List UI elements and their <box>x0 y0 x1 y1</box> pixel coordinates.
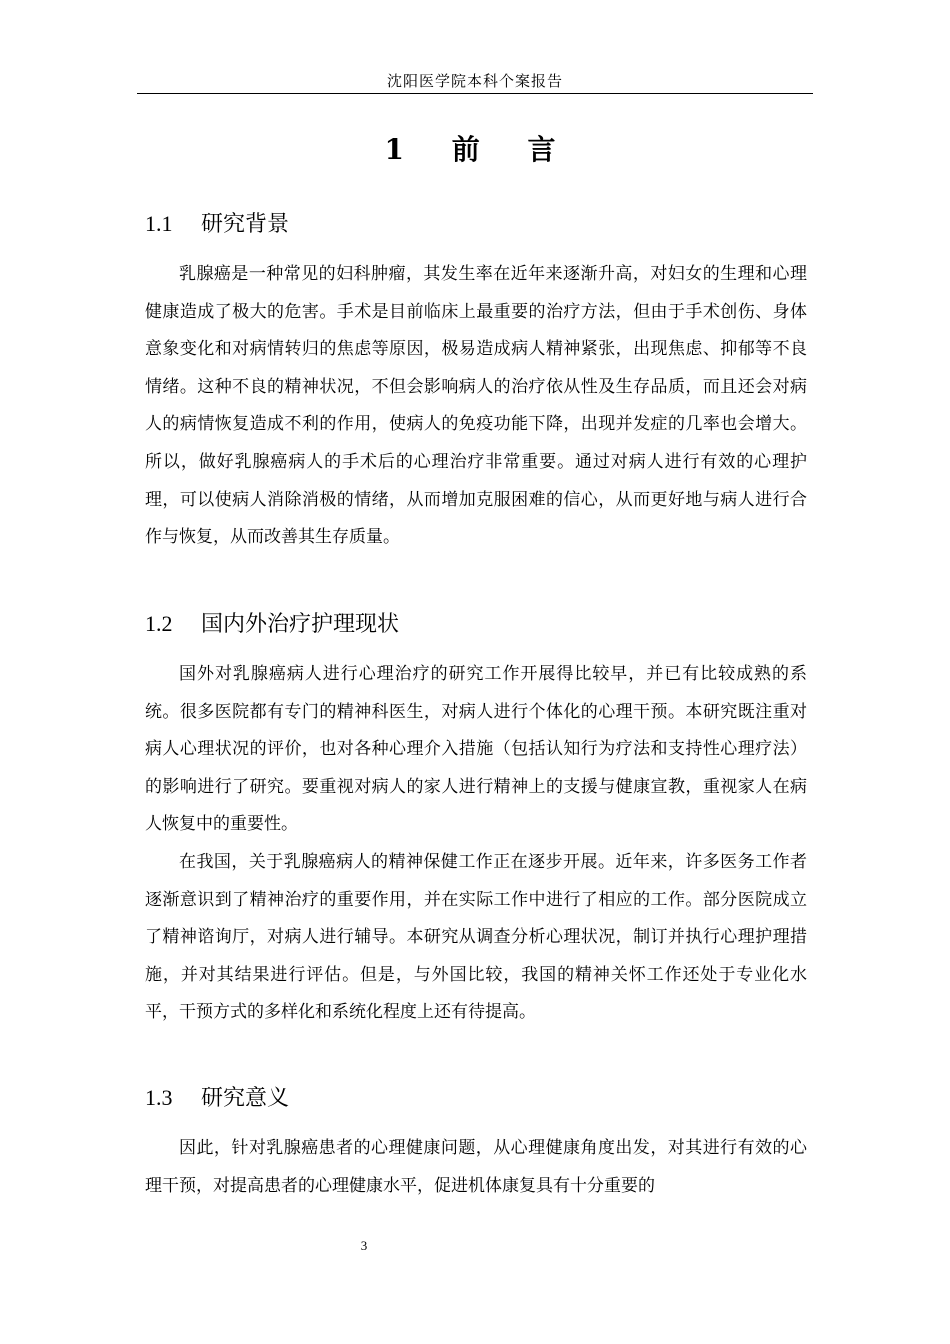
paragraph: 乳腺癌是一种常见的妇科肿瘤，其发生率在近年来逐渐升高，对妇女的生理和心理健康造成了极大的危害。手术是目前临床上最重要的治疗方法，但由于手术创伤、身体意象变化和对病情转归的焦虑等原因，极易造成病人精神紧张，出现焦虑、抑郁等不良情绪。这种不良的精神状况，不但会影响病人的治疗依从性及生存品质，而且还会对病人的病情恢复造成不利的作用，使病人的免疫功能下降，出现并发症的几率也会增大。所以，做好乳腺癌病人的手术后的心理治疗非常重要。通过对病人进行有效的心理护理，可以使病人消除消极的情绪，从而增加克服困难的信心，从而更好地与病人进行合作与恢复，从而改善其生存质量。 <box>145 264 807 548</box>
chapter-title: 1 前 言 <box>384 133 566 166</box>
section-heading-1-3 <box>145 1083 289 1114</box>
section-number: 1.1 <box>145 211 173 236</box>
section-title: 研究意义 <box>201 1086 290 1111</box>
section-number: 1.3 <box>145 1085 173 1110</box>
paragraph: 在我国，关于乳腺癌病人的精神保健工作正在逐步开展。近年来，许多医务工作者逐渐意识到了精神治疗的重要作用，并在实际工作中进行了相应的工作。部分医院成立了精神谘询厅，对病人进行辅导。本研究从调查分析心理状况，制订并执行心理护理措施，并对其结果进行评估。但是，与外国比较，我国的精神关怀工作还处于专业化水平，干预方式的多样化和系统化程度上还有待提高。 <box>145 852 807 1023</box>
section-title: 国内外治疗护理现状 <box>201 612 400 637</box>
page-number: 3 <box>360 1238 368 1253</box>
section-number: 1.2 <box>145 611 173 636</box>
section-heading-1-2 <box>145 609 399 640</box>
paragraph: 因此，针对乳腺癌患者的心理健康问题，从心理健康角度出发，对其进行有效的心理干预，对提高患者的心理健康水平，促进机体康复具有十分重要的 <box>145 1138 807 1196</box>
page-header-title: 沈阳医学院本科个案报告 <box>386 72 563 90</box>
section-title: 研究背景 <box>201 212 290 237</box>
section-heading-1-1 <box>145 209 289 240</box>
paragraph: 国外对乳腺癌病人进行心理治疗的研究工作开展得比较早，并已有比较成熟的系统。很多医院都有专门的精神科医生，对病人进行个体化的心理干预。本研究既注重对病人心理状况的评价，也对各种心理介入措施（包括认知行为疗法和支持性心理疗法）的影响进行了研究。要重视对病人的家人进行精神上的支援与健康宣教，重视家人在病人恢复中的重要性。 <box>145 664 807 835</box>
header-divider <box>137 93 813 94</box>
